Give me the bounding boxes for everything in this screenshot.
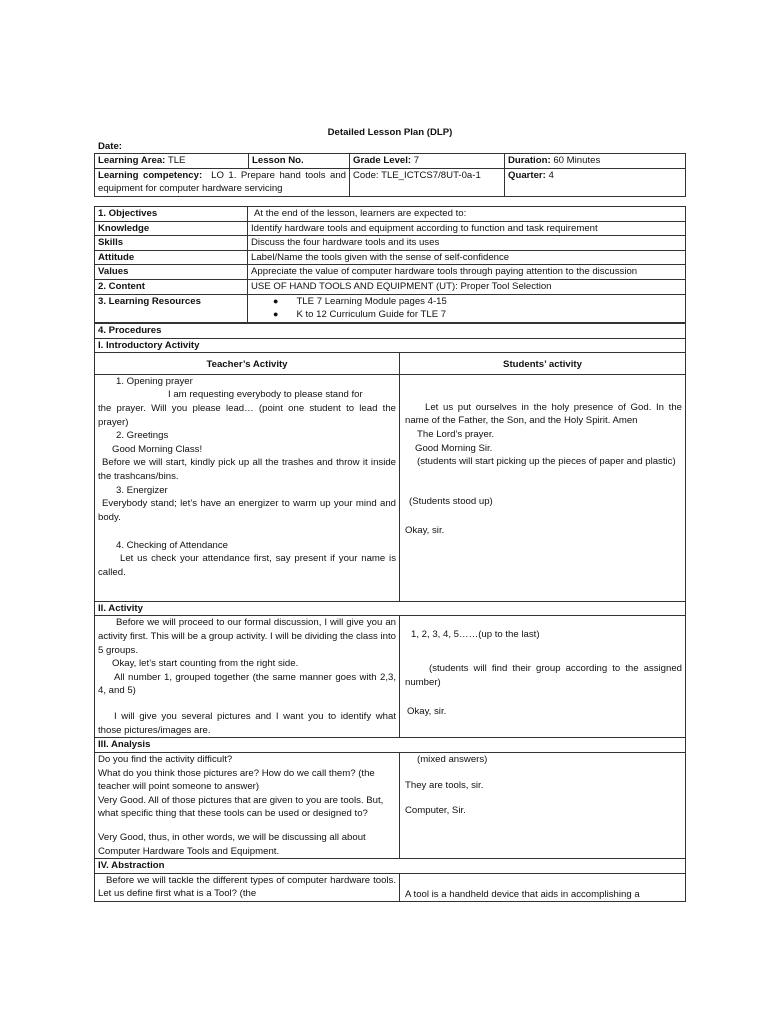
teacher-column-header	[95, 353, 400, 375]
teacher-text: Do you find the activity difficult?	[98, 753, 233, 765]
content-value: USE OF HAND TOOLS AND EQUIPMENT (UT): Proper Tool Selection	[251, 281, 552, 293]
student-text: Let us put ourselves in the holy presence of God. In the name of the Father, the Son, and the Holy Spirit. Amen	[405, 401, 682, 427]
competency-value: LO 1. Prepare hand tools and equipment for computer hardware servicing	[98, 169, 346, 195]
values-value: Appreciate the value of computer hardware tools through paying attention to the discussion	[251, 266, 638, 278]
attendance-heading: 4. Checking of Attendance	[116, 539, 229, 551]
resources-label-cell	[95, 294, 248, 322]
knowledge-row	[95, 221, 686, 236]
resource-text: K to 12 Curriculum Guide for TLE 7	[296, 309, 447, 321]
values-label-cell	[95, 265, 248, 280]
teacher-text: Before we will proceed to our formal discussion, I will give you an activity first. This will be a group activity. I will be dividing the class into 5 groups.	[98, 617, 396, 656]
content-row	[95, 280, 686, 295]
skills-row	[95, 236, 686, 251]
document-title: Detailed Lesson Plan (DLP)	[327, 127, 453, 138]
values-row	[95, 265, 686, 280]
student-text: (mixed answers)	[417, 753, 488, 765]
code-value: Code: TLE_ICTCS7/8UT-0a-1	[353, 169, 481, 181]
attitude-row	[95, 250, 686, 265]
analysis-content-row	[95, 752, 686, 858]
objectives-row	[95, 207, 686, 222]
teacher-text: Before we will start, kindly pick up all the trashes and throw it inside the trashcans/bins.	[98, 457, 396, 483]
abstraction-student-cell	[400, 873, 686, 902]
opening-prayer-heading: 1. Opening prayer	[116, 375, 193, 387]
header-row-1	[95, 154, 686, 169]
activity-content-row	[95, 616, 686, 738]
attitude-label: Attitude	[98, 251, 135, 263]
activity-label-row	[95, 601, 686, 616]
procedures-label: 4. Procedures	[98, 325, 162, 336]
teacher-text: Let us check your attendance first, say present if your name is called.	[98, 553, 396, 578]
resource-item	[251, 295, 682, 309]
abstraction-label-row	[95, 859, 686, 874]
skills-value: Discuss the four hardware tools and its uses	[251, 237, 440, 249]
activity-student-cell	[400, 616, 686, 738]
learning-area-label: Learning Area:	[98, 155, 166, 166]
procedures-row	[95, 324, 686, 339]
attitude-value-cell	[248, 250, 686, 265]
activity-teacher-cell	[95, 616, 400, 738]
column-header-row	[95, 353, 686, 375]
procedures-label-cell	[95, 324, 686, 339]
student-text: The Lord’s prayer.	[417, 429, 495, 441]
knowledge-label-cell	[95, 221, 248, 236]
student-text: (Students stood up)	[409, 495, 493, 507]
analysis-label-cell	[95, 738, 686, 753]
lesson-no-label: Lesson No.	[252, 155, 304, 166]
abstraction-content-row	[95, 873, 686, 902]
values-label: Values	[98, 266, 129, 278]
skills-value-cell	[248, 236, 686, 251]
objectives-value-cell	[248, 207, 686, 222]
analysis-label: III. Analysis	[98, 739, 151, 751]
attitude-value: Label/Name the tools given with the sense of self-confidence	[251, 251, 510, 263]
student-text: Okay, sir.	[407, 706, 447, 718]
objectives-value: At the end of the lesson, learners are expected to:	[254, 208, 467, 219]
student-column-header	[400, 353, 686, 375]
intro-label-row	[95, 338, 686, 353]
resources-label: 3. Learning Resources	[98, 295, 201, 307]
grade-level-cell	[350, 154, 505, 169]
knowledge-value: Identify hardware tools and equipment according to function and task requirement	[251, 222, 598, 234]
abstraction-label-cell	[95, 859, 686, 874]
objectives-label: 1. Objectives	[98, 208, 158, 219]
student-text: 1, 2, 3, 4, 5……(up to the last)	[411, 629, 540, 641]
activity-label-cell	[95, 601, 686, 616]
objectives-table	[94, 206, 686, 323]
teacher-text: I am requesting everybody to please stand for	[168, 389, 363, 401]
teacher-text: the prayer. Will you please lead… (point one student to lead the prayer)	[98, 403, 396, 428]
intro-student-cell	[400, 374, 686, 601]
knowledge-label: Knowledge	[98, 222, 150, 234]
teacher-text: Very Good, thus, in other words, we will be discussing all about Computer Hardware Tools and Equipment.	[98, 831, 366, 857]
knowledge-value-cell	[248, 221, 686, 236]
content-label: 2. Content	[98, 281, 145, 293]
bullet-icon: ●	[273, 309, 279, 320]
teacher-text: All number 1, grouped together (the same manner goes with 2,3, 4, and 5)	[98, 671, 396, 697]
code-cell	[350, 168, 505, 196]
lesson-no-cell	[249, 154, 350, 169]
content-value-cell	[248, 280, 686, 295]
analysis-teacher-cell	[95, 752, 400, 858]
resources-row	[95, 294, 686, 322]
values-value-cell	[248, 265, 686, 280]
resources-value-cell	[248, 294, 686, 322]
student-text: (students will start picking up the pieces of paper and plastic)	[417, 456, 676, 468]
teacher-text: Everybody stand; let’s have an energizer to warm up your mind and body.	[98, 498, 396, 523]
intro-label: I. Introductory Activity	[98, 339, 200, 351]
teacher-text: Okay, let’s start counting from the right side.	[112, 658, 299, 670]
objectives-label-cell	[95, 207, 248, 222]
learning-area-cell	[95, 154, 249, 169]
quarter-label: Quarter:	[508, 169, 546, 181]
lesson-header-table	[94, 153, 686, 197]
duration-value: 60 Minutes	[553, 155, 601, 166]
resource-text: TLE 7 Learning Module pages 4-15	[296, 295, 447, 307]
intro-teacher-cell	[95, 374, 400, 601]
bullet-icon: ●	[273, 295, 279, 306]
duration-cell	[505, 154, 686, 169]
grade-level-label: Grade Level:	[353, 155, 412, 166]
student-text: Okay, sir.	[405, 525, 445, 537]
duration-label: Duration:	[508, 155, 551, 166]
abstraction-teacher-cell	[95, 873, 400, 902]
content-label-cell	[95, 280, 248, 295]
learning-area-value: TLE	[167, 155, 186, 166]
resource-item	[251, 308, 682, 322]
teacher-column-label: Teacher’s Activity	[206, 359, 288, 371]
intro-label-cell	[95, 338, 686, 353]
procedures-table	[94, 323, 686, 902]
analysis-label-row	[95, 738, 686, 753]
student-column-label: Students’ activity	[503, 359, 582, 371]
competency-label: Learning competency:	[98, 169, 203, 181]
student-text: They are tools, sir.	[405, 779, 484, 791]
student-text: (students will find their group according to the assigned number)	[405, 663, 682, 688]
analysis-student-cell	[400, 752, 686, 858]
greetings-heading: 2. Greetings	[116, 430, 169, 442]
teacher-text: Before we will tackle the different types of computer hardware tools. Let us define first what is a Tool? (the	[98, 874, 396, 900]
header-row-2	[95, 168, 686, 196]
attitude-label-cell	[95, 250, 248, 265]
quarter-value: 4	[548, 169, 554, 181]
activity-label: II. Activity	[98, 602, 143, 614]
teacher-text: I will give you several pictures and I want you to identify what those pictures/images are.	[98, 711, 396, 736]
abstraction-label: IV. Abstraction	[98, 860, 165, 872]
skills-label-cell	[95, 236, 248, 251]
intro-content-row	[95, 374, 686, 601]
teacher-text: What do you think those pictures are? How do we call them? (the teacher will point someone to answer)	[98, 767, 375, 793]
grade-level-value: 7	[413, 155, 420, 166]
quarter-cell	[505, 168, 686, 196]
student-text: A tool is a handheld device that aids in accomplishing a	[405, 888, 640, 900]
teacher-text: Good Morning Class!	[112, 443, 203, 455]
skills-label: Skills	[98, 237, 124, 249]
competency-cell	[95, 168, 350, 196]
student-text: Good Morning Sir.	[415, 442, 493, 454]
energizer-heading: 3. Energizer	[116, 484, 168, 496]
date-label: Date:	[98, 141, 122, 152]
teacher-text: Very Good. All of those pictures that are given to you are tools. But, what specific thing that these tools can be used or designed to?	[98, 794, 384, 820]
student-text: Computer, Sir.	[405, 805, 466, 817]
